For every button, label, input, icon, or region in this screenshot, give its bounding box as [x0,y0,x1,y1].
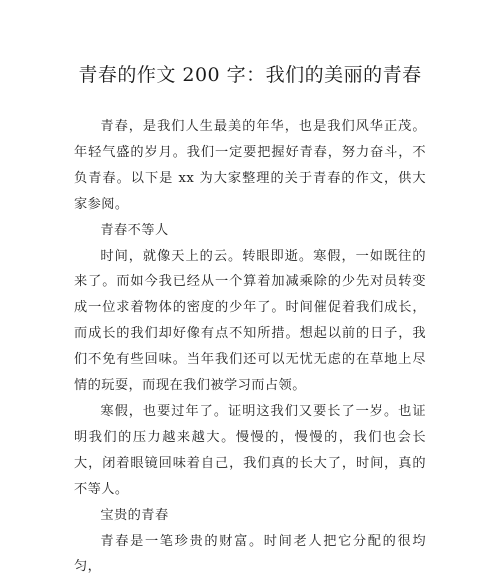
page-title: 青春的作文 200 字：我们的美丽的青春 [0,62,500,88]
body-paragraph: 寒假，也要过年了。证明这我们又要长了一岁。也证明我们的压力越来越大。慢慢的，慢慢的，我们也会长大，闭着眼镜回味着自己，我们真的长大了，时间，真的不等人。 [74,399,426,503]
section-heading: 宝贵的青春 [74,503,426,529]
section-heading: 青春不等人 [74,218,426,244]
body-paragraph: 时间，就像天上的云。转眼即逝。寒假，一如既往的来了。而如今我已经从一个算着加减乘除的少先对员转变成一位求着物体的密度的少年了。时间催促着我们成长，而成长的我们却好像有点不知所措。想起以前的日子，我们不免有些回味。当年我们还可以无忧无虑的在草地上尽情的玩耍，而现在我们被学习而占领。 [74,244,426,399]
article-body [74,114,426,580]
intro-paragraph: 青春，是我们人生最美的年华，也是我们风华正茂。年轻气盛的岁月。我们一定要把握好青春，努力奋斗，不负青春。以下是 xx 为大家整理的关于青春的作文，供大家参阅。 [74,114,426,218]
body-paragraph: 青春是一笔珍贵的财富。时间老人把它分配的很均匀， [74,529,426,580]
